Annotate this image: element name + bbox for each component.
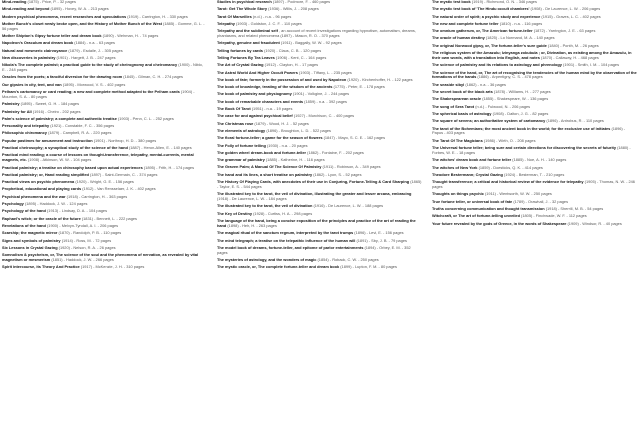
book-entry[interactable] [432, 0, 637, 5]
book-meta: (1859) - n.a. - 392 pages [304, 99, 347, 104]
book-meta: (1900) - Niblo, E. - 248 pages [2, 63, 203, 73]
book-entry[interactable] [432, 22, 637, 27]
book-title-link[interactable]: Our gipsies in city, tent, and van [2, 82, 62, 87]
book-meta: (1915) - Graves, L. C. - 402 pages [541, 14, 601, 19]
book-title-link[interactable]: The model book of dreams, fortune-teller, and epitome of parlor entertainments [217, 245, 364, 250]
book-title-link[interactable]: The language of the hand, being a concise exposition of the principles and practice of the art of reading the hand [217, 219, 416, 228]
book-meta: (1810) - n.a. - 116 pages [499, 21, 543, 26]
book-entry[interactable] [217, 22, 422, 27]
book-meta: (1920) - Wright, G. E. - 156 pages [75, 180, 134, 185]
book-title-link[interactable]: Personality and telepathy [2, 124, 50, 129]
book-meta: (1906) - Kent, C. - 164 pages [275, 55, 327, 60]
book-entry[interactable] [2, 90, 207, 100]
book-entry[interactable] [432, 44, 637, 49]
book-entry[interactable] [2, 253, 207, 263]
book-entry[interactable] [2, 41, 207, 46]
book-entry[interactable] [2, 102, 207, 107]
book-entry[interactable] [217, 219, 422, 229]
book-title-link[interactable]: Nikola's The complete palmist; a practical guide to the study of cheirognomy and cheiromancy [2, 63, 178, 68]
book-entry[interactable] [217, 165, 422, 170]
book-meta: (1901) - Northrop, H. D. - 380 pages [93, 138, 157, 143]
book-entry[interactable] [217, 136, 422, 141]
book-meta: (1897) - Saint-Germain, C. - 374 pages [90, 172, 158, 177]
book-entry[interactable] [2, 202, 207, 207]
book-meta: (1914) - Ross, M. - 72 pages [61, 238, 112, 243]
book-title-link[interactable]: The book of remarkable characters and events [217, 99, 304, 104]
book-entry[interactable] [432, 214, 637, 219]
book-title-link[interactable]: The witches of New York [432, 165, 478, 170]
book-meta: (1897) - Podmore, F. - 460 pages [272, 0, 331, 4]
book-entry[interactable] [432, 71, 637, 81]
book-meta: (1775) - Peter, E. - 178 pages [333, 85, 385, 90]
book-meta: (1875) - Price, P. - 32 pages [27, 0, 76, 4]
book-title-link[interactable]: The mystic oracle, or, The complete fortune-teller and dream book [217, 265, 340, 270]
book-entry[interactable] [2, 246, 207, 251]
book-entry[interactable] [217, 15, 422, 20]
book-meta: (1885) - Katherine, H. - 116 pages [265, 158, 325, 163]
book-title-link[interactable]: Philosophic chiromancy [2, 131, 47, 136]
book-title-link[interactable]: Practical views on psychic phenomena [2, 180, 75, 185]
book-meta: (1918) - Sherrill, M. B. - 54 pages [545, 206, 604, 211]
book-title-link[interactable]: The Tarot Of The Magicians [432, 138, 483, 143]
book-title-link[interactable]: Telepathy [217, 21, 235, 26]
book-title-link[interactable]: Your future revealed by the gods of Greece, in the words of Shakespeare [432, 221, 567, 226]
book-meta: (1908) - De Laurence, L. W. - 206 pages [530, 7, 601, 12]
book-meta: (1920) - Nelson, R. A. - 26 pages [58, 245, 116, 250]
book-title-link[interactable]: The tarot of the Bohemians; the most ancient book in the world; for the exclusive use of initiates [432, 126, 611, 131]
book-entry[interactable] [217, 212, 422, 217]
book-meta: (1896) - Broughton, L. D. - 522 pages [266, 128, 331, 133]
book-meta: (1870) - Randolph, P. B. - 110 pages [58, 231, 122, 236]
book-meta: (1885) - Gomme, G. L. - 56 pages [2, 21, 205, 31]
book-meta: (n.d.) - Fulwood, N. - 206 pages [475, 104, 531, 109]
book-title-link[interactable]: Somnolism & psycheism, or, The science of the soul and the phenomena of nervation, as revealed by vital magnetism or mesmerism [2, 253, 199, 263]
book-title-link[interactable]: Palmistry for All [2, 109, 32, 114]
book-meta: (1903) - Tiffany, L. - 235 pages [299, 70, 352, 75]
book-meta: (1927) - Murchison, C. - 400 pages [293, 114, 355, 119]
book-entry[interactable] [432, 83, 637, 88]
book-entry[interactable] [432, 97, 637, 102]
book-meta: (1895) - Haddock, J. W. - 124 pages [24, 202, 88, 207]
book-meta: (1901) - Smith, I. M. - 104 pages [563, 63, 620, 68]
book-title-link[interactable]: Palmistry [2, 102, 20, 107]
book-entry[interactable] [2, 131, 207, 136]
book-entry[interactable] [432, 36, 637, 41]
book-title-link[interactable]: The omnium gatherum, or, The American fortune-teller [432, 29, 533, 34]
book-title-link[interactable]: The Folly of fortune telling [217, 143, 266, 148]
book-entry[interactable] [2, 22, 207, 32]
book-title-link[interactable]: The golden wheel dream-book and fortune-teller [217, 150, 307, 155]
book-title-link[interactable]: The Graven Palm; A Manual Of The Science Of Palmistry [217, 165, 322, 170]
book-title-link[interactable]: The witches' dream book and fortune teller [432, 158, 512, 163]
book-title-link[interactable]: The square of sevens; an authoritative system of cartomancy [432, 119, 546, 124]
book-entry[interactable] [432, 112, 637, 117]
book-title-link[interactable]: The Key of Destiny [217, 211, 253, 216]
book-entry[interactable] [432, 7, 637, 12]
book-title-link[interactable]: Popular pastimes for amusement and instruction [2, 138, 93, 143]
book-meta: (1896) - Papus - 403 pages [432, 126, 626, 136]
book-entry[interactable] [217, 100, 422, 105]
book-meta: (1859) - Doesticks, Q. K. - 414 pages [478, 165, 543, 170]
book-title-link[interactable]: The book of fate; formerly in the possession of and used by Napoleon [217, 77, 347, 82]
book-title-link[interactable]: The new and complete fortune teller [432, 21, 499, 26]
book-entry[interactable] [432, 166, 637, 171]
book-title-link[interactable]: The Astral World And Higher Occult Powers [217, 70, 298, 75]
book-title-link[interactable]: Oracles from the poets; a fanciful diversion for the drawing room [2, 75, 123, 80]
book-entry[interactable] [2, 224, 207, 229]
book-title-link[interactable]: Theodore Bestermann; Crystal Gazing [432, 172, 503, 177]
book-entry[interactable] [217, 56, 422, 61]
book-entry[interactable] [2, 209, 207, 214]
book-entry[interactable] [2, 124, 207, 129]
book-meta: (1901) - Hargett, J. B. - 247 pages [56, 55, 116, 60]
book-meta: (1887) - Heron-Allen, E. - 140 pages [128, 146, 192, 151]
book-meta: (1880) - Forbes, W. E. - 18 pages [432, 146, 631, 155]
book-entry[interactable] [432, 207, 637, 212]
book-title-link[interactable]: Revelations of the hand [2, 223, 46, 228]
book-meta: (1911) - Robinson, A. - 349 pages [322, 165, 381, 170]
book-column-left [2, 0, 207, 273]
book-entry[interactable] [217, 78, 422, 83]
book-meta: (1901) - Volkgine, J. - 244 pages [292, 92, 350, 97]
book-meta: (1920) - Claus, C. B. - 120 pages [264, 48, 322, 53]
book-entry[interactable] [432, 146, 637, 156]
book-title-link[interactable]: Practical mind reading; a course of lessons on thought-transference, telepathy, mental-currents, mental magnets, etc. [2, 153, 194, 163]
book-entry[interactable] [217, 151, 422, 156]
book-title-link[interactable]: The spherical basis of astrology [432, 111, 492, 116]
book-meta: (1909) - Windsor, R. - 40 pages [567, 221, 622, 226]
book-entry[interactable] [432, 173, 637, 178]
book-title-link[interactable]: Prophetical, educational and playing cards [2, 187, 82, 192]
book-title-link[interactable]: The book of palmistry and physiognomy [217, 92, 292, 97]
book-meta: (1840) - Ponth, M. - 26 pages [547, 43, 599, 48]
book-entry[interactable] [217, 173, 422, 178]
book-title-link[interactable]: Psychology of the hand [2, 209, 46, 214]
book-title-link[interactable]: Mind-reading [2, 0, 27, 4]
book-title-link[interactable]: The floral fortune-teller; a game for the season of flowers [217, 136, 323, 141]
book-title-link[interactable]: The Book Of Tarot [217, 107, 251, 112]
book-meta: (1890) - Wehman, H. - 74 pages [102, 34, 159, 39]
book-title-link[interactable]: Spirit intercourse, its Theory And Practice [2, 265, 80, 270]
book-title-link[interactable]: The case for and against psychical belief [217, 114, 293, 119]
book-title-link[interactable]: Practical cheirosophy; a synoptical study of the science of the hand [2, 146, 128, 151]
book-meta: (1930) - n.a. - 20 pages [266, 143, 308, 148]
book-entry[interactable] [2, 83, 207, 88]
book-meta: (1916) - Cheiro - 202 pages [32, 109, 81, 114]
book-title-link[interactable]: The illustrated key to the tarot, the veil of divination, illustrating the greater and lesser arcana, embracing [217, 192, 412, 197]
book-meta: (1879) - Campbell, R. A. - 220 pages [48, 131, 112, 136]
book-meta: (1896) - Levi, E. - 156 pages [354, 231, 404, 236]
book-meta: (n.d.) - n.a. - 96 pages [252, 14, 292, 19]
book-title-link[interactable]: Telling Fortunes By Tea Leaves [217, 55, 275, 60]
book-meta: (1919) - Carrington, H. - 330 pages [127, 14, 188, 19]
book-meta: (1855) - Shakespeare, W. - 136 pages [482, 97, 549, 102]
book-title-link[interactable]: Mind-reading and beyond [2, 7, 50, 12]
book-title-link[interactable]: True fortune teller, or universal book of fate [432, 199, 513, 204]
book-title-link[interactable]: Six Lessons in Crystal Gazing [2, 245, 58, 250]
book-column-middle [217, 0, 422, 273]
book-title-link[interactable]: Thought transference; a critical and historical review of the evidence for telepathy [432, 180, 584, 185]
book-title-link[interactable]: New discoveries in palmistry [2, 55, 56, 60]
book-meta: (1900) - Melvyn-Tyndall, A. I. - 206 pages [46, 223, 119, 228]
book-entry[interactable] [217, 7, 422, 12]
book-meta: (1879) - Esdaile, J. - 305 pages [68, 48, 123, 53]
book-title-link[interactable]: Raphael's witch; or the oracle of the future [2, 216, 81, 221]
book-column-right [432, 0, 637, 229]
book-title-link[interactable]: The religious system of the Amazulu; Izinyanga zokubula ; or, Divination, as existing among the Amazulu, in their own words, with a translation into English, and notes [432, 51, 632, 60]
book-entry[interactable] [217, 258, 422, 263]
book-meta: (1896) - Antrobus, R. - 110 pages [546, 119, 604, 124]
book-title-link[interactable]: Signs and symbols of palmistry [2, 238, 61, 243]
book-meta: (1885) - Noe, A. H. - 140 pages [512, 158, 567, 163]
book-meta: (1847) - Mayo, S. C. E. - 162 pages [323, 136, 386, 141]
book-entry[interactable] [2, 187, 207, 192]
book-title-link[interactable]: The grammar of palmistry [217, 158, 265, 163]
book-meta: (1862) - Lyon, S. - 52 pages [313, 172, 362, 177]
book-title-link[interactable]: The Universal fortune teller; being sure and certain directions for discovering the secrets of futurity [432, 146, 616, 151]
book-entry[interactable] [217, 122, 422, 127]
book-title-link[interactable]: The mystic test book of 'The Hindu occult chambers' [432, 7, 530, 12]
book-entry[interactable] [432, 158, 637, 163]
book-title-link[interactable]: Tarot: Get The Whole Story [217, 7, 268, 12]
book-meta: (1919) - Richmond, O. N. - 346 pages [471, 0, 537, 4]
book-meta: (1831) - Bennett, L. - 222 pages [81, 216, 137, 221]
book-meta: (1928) - Curtiss, H. A. - 298 pages [253, 211, 313, 216]
book-meta: (1854) - Roback, C. W. - 250 pages [317, 258, 379, 263]
book-meta: (1851) - Haddock, J. W. - 266 pages [51, 257, 114, 263]
book-meta: (1886) - Arpentigny, C. S. - 478 pages [477, 74, 543, 80]
book-meta: (1895) - Sweet, G. H. - 184 pages [20, 102, 80, 107]
book-entry[interactable] [2, 239, 207, 244]
book-entry[interactable] [432, 127, 637, 137]
book-meta: (1898) - Heh, H. - 263 pages [227, 222, 277, 228]
book-meta: (1936) - Willis, J. - 208 pages [268, 7, 319, 12]
book-meta: (1789) - Orawhall, J. - 32 pages [513, 199, 569, 204]
book-title-link[interactable]: The original Norwood gipsy, or, The fortune-teller's sure guide [432, 43, 547, 48]
book-entry[interactable] [2, 56, 207, 61]
book-title-link[interactable]: The science of the hand, or, The art of recognising the tendencies of the human mind by the observation of the formations of the hands [432, 70, 637, 80]
book-entry[interactable] [217, 246, 422, 256]
book-title-link[interactable]: The seaside sibyl [432, 82, 465, 87]
book-entry[interactable] [432, 15, 637, 20]
book-title-link[interactable]: Scarship; the magnetic mirror [2, 231, 58, 236]
book-title-link[interactable]: The mysteries of astrology, and the wonders of magic [217, 258, 317, 263]
book-entry[interactable] [217, 158, 422, 163]
book-meta: (1951) - n.a. - 19 pages [251, 107, 293, 112]
book-meta: (1862) - Fontaine, F. - 202 pages [307, 150, 364, 155]
book-entry[interactable] [432, 192, 637, 197]
book-title-link[interactable]: The oracle of human destiny [432, 36, 485, 41]
book-title-link[interactable]: The Art of Crystal Gazing [217, 63, 264, 68]
book-entry[interactable] [432, 222, 637, 227]
book-entry[interactable] [2, 0, 207, 5]
book-entry[interactable] [432, 90, 637, 95]
book-entry[interactable] [2, 34, 207, 39]
book-meta: (1920) - Kirchenhoffer, H. - 122 pages [347, 77, 413, 82]
book-meta: (1805) - Finchwade, W. F. - 112 pages [521, 214, 587, 219]
book-entry[interactable] [2, 139, 207, 144]
book-entry[interactable] [2, 166, 207, 171]
book-meta: (1899) - Lupton, F. M. - 80 pages [340, 265, 397, 270]
book-title-link[interactable]: The History Of Playing Cards, with anecdotes of their use in Conjuring, Fortune-Telling & Card Sharping [217, 180, 410, 185]
book-entry[interactable] [217, 231, 422, 236]
book-title-link[interactable]: The book of knowledge, treating of the wisdom of the ancients [217, 85, 333, 90]
book-entry[interactable] [2, 117, 207, 122]
book-title-link[interactable]: Witchcraft, or The art of fortune-telling unveiled [432, 214, 520, 219]
book-title-link[interactable]: Napoleon's Oraculum and dream book [2, 41, 74, 46]
book-meta: (1913) - Lindsay, D. A. - 104 pages [46, 209, 108, 214]
book-entry[interactable] [217, 239, 422, 244]
book-title-link[interactable]: The illustrated key to the tarot, the veil of divination [217, 204, 313, 209]
book-meta: (1908) - Atkinson, W. W. - 104 pages [27, 157, 92, 163]
book-title-link[interactable]: Telepathy, genuine and fraudulent [217, 41, 280, 46]
book-meta: (1918) - Carrington, H. - 363 pages [66, 194, 128, 199]
book-entry[interactable] [2, 146, 207, 151]
book-meta: (1912) - Clayton, H. - 17 pages [264, 63, 319, 68]
book-meta: (1921) - Constable, F. C. - 356 pages [50, 124, 115, 129]
book-entry[interactable] [217, 114, 422, 119]
book-meta: (1895) - Morwood, V. S. - 402 pages [62, 82, 126, 87]
book-title-link[interactable]: Mother Bunch's closet newly broke open, and the History of Mother Bunch of the West [2, 21, 162, 26]
book-title-link[interactable]: Psychology [2, 202, 24, 207]
book-entry[interactable] [217, 85, 422, 90]
book-entry[interactable] [217, 41, 422, 46]
book-entry[interactable] [432, 119, 637, 124]
book-meta: (1895) - Frith, H. - 174 pages [143, 165, 195, 170]
book-entry[interactable] [432, 105, 637, 110]
book-meta: (1865) - Taylor, E. S. - 544 pages [217, 180, 422, 189]
book-entry[interactable] [217, 71, 422, 76]
book-title-link[interactable]: Palm's science of palmistry; a complete and authentic treatise [2, 116, 117, 121]
book-title-link[interactable]: Mother Shipton's Gipsy fortune teller and dream book [2, 34, 102, 39]
book-entry[interactable] [217, 144, 422, 149]
book-meta: , an account of recent investigations regarding hypnotism, automatism, dreams, phantasms, and related phenomena (1897) - Mason, R. O. - 370 pages [217, 29, 416, 39]
book-entry[interactable] [217, 180, 422, 190]
book-title-link[interactable]: Telling fortunes by cards [217, 48, 263, 53]
book-title-link[interactable]: The secret book of the black arts [432, 90, 493, 95]
book-title-link[interactable]: Practical palmistry; or, Hand reading simplified [2, 172, 89, 177]
book-title-link[interactable]: Thoughts on things psychic [432, 192, 484, 197]
book-entry[interactable] [217, 204, 422, 209]
book-entry[interactable] [2, 217, 207, 222]
book-entry[interactable] [2, 195, 207, 200]
book-meta: (1895) - Hovey, W. A. - 213 pages [50, 7, 109, 12]
book-title-link[interactable]: Tarot Of Marseilles [217, 14, 252, 19]
book-meta: (1986) - Wirth, O. - 208 pages [483, 138, 536, 143]
book-title-link[interactable]: The Shakespearean oracle [432, 97, 482, 102]
book-meta: (1845) - Gilman, C. H. - 274 pages [123, 75, 183, 80]
book-entry[interactable] [2, 110, 207, 115]
book-title-link[interactable]: The magical ritual of the sanctum regnum, interpreted by the tarot trumps [217, 231, 354, 236]
book-meta: (1911) - Baggally, W. W. - 92 pages [280, 41, 342, 46]
book-title-link[interactable]: Modern psychical phenomena, recent researches and speculations [2, 14, 127, 19]
book-title-link[interactable]: The elements of astrology [217, 128, 266, 133]
book-entry[interactable] [2, 173, 207, 178]
book-meta: (1908) - Dalton, J. G. - 82 pages [492, 111, 549, 116]
book-title-link[interactable]: Studies in psychical research [217, 0, 272, 4]
book-meta: (1904) - Mounton, S. A. - 80 pages [2, 90, 195, 99]
book-entry[interactable] [217, 92, 422, 97]
book-entry[interactable] [432, 180, 637, 190]
book-entry[interactable] [2, 7, 207, 12]
book-entry[interactable] [217, 49, 422, 54]
book-meta: (1903) - Goldston, J. C. F. - 110 pages [235, 21, 302, 26]
book-entry[interactable] [2, 180, 207, 185]
book-entry[interactable] [2, 63, 207, 73]
book-meta: (1917) - McKenzie, J. H. - 310 pages [80, 265, 145, 270]
book-entry[interactable] [2, 49, 207, 54]
book-entry[interactable] [2, 153, 207, 163]
book-title-link[interactable]: The mystic test book [432, 0, 471, 4]
book-meta: (1878) - Williams, H. - 277 pages [493, 90, 551, 95]
book-entry[interactable] [432, 139, 637, 144]
book-entry[interactable] [217, 29, 422, 39]
book-entry[interactable] [217, 129, 422, 134]
book-entry[interactable] [432, 51, 637, 61]
book-entry[interactable] [217, 0, 422, 5]
book-meta: (1825) - Lo Normand, M. A. - 140 pages [485, 36, 555, 41]
book-title-link[interactable]: The hand and its lines, a short treatise on palmistry [217, 172, 313, 177]
book-meta: (1905) - Thomas, N. W. - 246 pages [432, 180, 635, 190]
book-entry[interactable] [217, 265, 422, 270]
book-title-link[interactable]: The Christmas rose [217, 121, 254, 126]
book-entry[interactable] [217, 107, 422, 112]
book-entry[interactable] [2, 15, 207, 20]
book-meta: (1912) - Van Rensselaer, J. K. - 402 pages [82, 187, 156, 192]
book-meta: (1891) - Sby, J. B. - 79 pages [356, 238, 407, 243]
book-title-link[interactable]: The mind telegraph; a treatise on the telepathic influence of the human will [217, 238, 356, 243]
book-meta: (1879) - Wood, H. J. - 52 pages [254, 121, 309, 126]
book-meta: (1884) - n.a. - 63 pages [74, 41, 115, 46]
book-meta: (1916) - De Laurence, L. W. - 188 pages [313, 204, 384, 209]
book-entry[interactable] [432, 200, 637, 205]
book-meta: (1894) - Orbey, E. M. - 352 pages [217, 245, 411, 255]
book-meta: (1872) - Yarrington, J. E. - 63 pages [533, 29, 596, 34]
book-title-link[interactable]: The song of Sera Tarot [432, 104, 475, 109]
book-entry[interactable] [217, 63, 422, 68]
book-entry[interactable] [217, 192, 422, 202]
book-meta: (1924) - Besterman, T. - 210 pages [504, 172, 565, 177]
book-meta: (1903) - Penn, C. L. - 252 pages [117, 116, 174, 121]
book-entry[interactable] [432, 29, 637, 34]
book-title-link[interactable]: Natural and mesmeric clairvoyance [2, 48, 68, 53]
book-title-link[interactable]: Pelham's cartomancy or card reading; a new and complete method adapted to the Pelham cards [2, 90, 180, 95]
book-title-link[interactable]: Truths concerning communication and thought transmission [432, 206, 545, 211]
book-entry[interactable] [2, 231, 207, 236]
book-meta: (1918) - De Laurence, L. W. - 184 pages [217, 196, 287, 202]
book-title-link[interactable]: Practical palmistry; a treatise on chirosophy based upon actual experiences [2, 165, 143, 170]
book-title-link[interactable]: Telepathy and the subliminal self [217, 29, 278, 34]
book-title-link[interactable]: The science of palmistry and its relations to astrology and phrenology [432, 63, 562, 68]
book-title-link[interactable]: Psychical phenomena and the war [2, 194, 66, 199]
book-entry[interactable] [432, 63, 637, 68]
book-meta: (1911) - Wentworth, W. W. - 250 pages [484, 192, 552, 197]
book-meta: (1870) - Callaway, H. - 468 pages [540, 54, 599, 60]
book-title-link[interactable]: The natural order of spirit; a psychic study and experience [432, 14, 541, 19]
book-entry[interactable] [2, 75, 207, 80]
book-entry[interactable] [2, 265, 207, 270]
book-meta: (1862) - n.a. - 36 pages [465, 82, 506, 87]
